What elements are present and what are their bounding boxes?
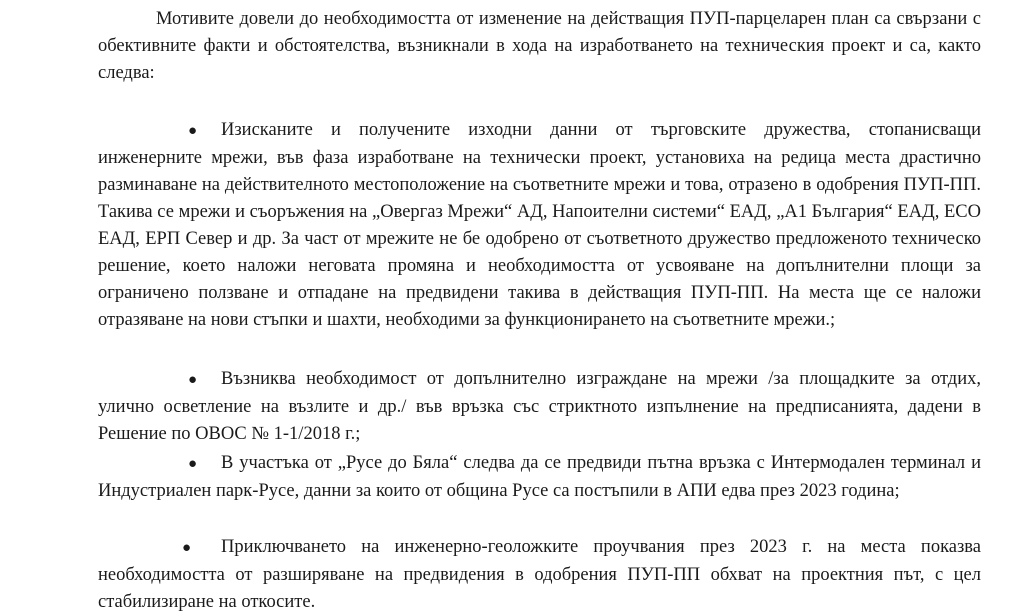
bullet-item-3: ● В участъка от „Русе до Бяла“ следва да се предвиди пътна връзка с Интермодален терминал и Индустриален парк-Русе, данни за които от община Русе са постъпили в АПИ едва през 2023 година; bbox=[98, 453, 981, 501]
bullet-item-2: ● Възниква необходимост от допълнително изграждане на мрежи /за площадките за отдих, улично осветление на възлите и др./ във връзка със стриктното изпълнение на предписанията, дадени в Решение по ОВОС № 1-1/2018 г.; bbox=[98, 369, 981, 444]
bullet-item-1: ● Изисканите и получените изходни данни от търговските дружества, стопанисващи инженерните мрежи, във фаза изработване на технически проект, установиха на редица места драстично разминаване на действителното местоположение на съответните мрежи и това, отразено в одобрения ПУП-ПП. Такива се мрежи и съоръжения на „Овергаз Мрежи“ АД, Напоителни системи“ ЕАД, „А1 България“ ЕАД, ЕСО ЕАД, ЕРП Север и др. За част от мрежите не бе одобрено от съответното дружество предложеното техническо решение, което наложи неговата промяна и необходимостта от усвояване на допълнителни площи за ограничено ползване и отпадане на предвидени такива в действащия ПУП-ПП. На места ще се наложи отразяване на нови стъпки и шахти, необходими за функционирането на съответните мрежи.; bbox=[98, 120, 981, 330]
bullet-text-3: В участъка от „Русе до Бяла“ следва да се предвиди пътна връзка с Интермодален терминал и Индустриален парк-Русе, данни за които от община Русе са постъпили в АПИ едва през 2023 година; bbox=[98, 453, 981, 501]
bullet-text-1: Изисканите и получените изходни данни от търговските дружества, стопанисващи инженерните мрежи, във фаза изработване на технически проект, установиха на редица места драстично разминаване на действителното местоположение на съответните мрежи и това, отразено в одобрения ПУП-ПП. Такива се мрежи и съоръжения на „Овергаз Мрежи“ АД, Напоителни системи“ ЕАД, „А1 България“ ЕАД, ЕСО ЕАД, ЕРП Север и др. За част от мрежите не бе одобрено от съответното дружество предложеното техническо решение, което наложи неговата промяна и необходимостта от усвояване на допълнителни площи за ограничено ползване и отпадане на предвидени такива в действащия ПУП-ПП. На места ще се наложи отразяване на нови стъпки и шахти, необходими за функционирането на съответните мрежи.; bbox=[98, 120, 981, 330]
intro-paragraph: Мотивите довели до необходимостта от изменение на действащия ПУП-парцеларен план са свързани с обективните факти и обстоятелства, възникнали в хода на изработването на техническия проект и са, както следва: bbox=[98, 9, 981, 83]
bullet-item-4: ● Приключването на инженерно-геоложките проучвания през 2023 г. на места показва необходимостта от разширяване на предвидения в одобрения ПУП-ПП обхват на проектния път, с цел стабилизиране на откосите. bbox=[98, 537, 981, 612]
bullet-text-2: Възниква необходимост от допълнително изграждане на мрежи /за площадките за отдих, улично осветление на възлите и др./ във връзка със стриктното изпълнение на предписанията, дадени в Решение по ОВОС № 1-1/2018 г.; bbox=[98, 369, 981, 444]
bullet-text-4: Приключването на инженерно-геоложките проучвания през 2023 г. на места показва необходимостта от разширяване на предвидения в одобрения ПУП-ПП обхват на проектния път, с цел стабилизиране на откосите. bbox=[98, 537, 981, 612]
